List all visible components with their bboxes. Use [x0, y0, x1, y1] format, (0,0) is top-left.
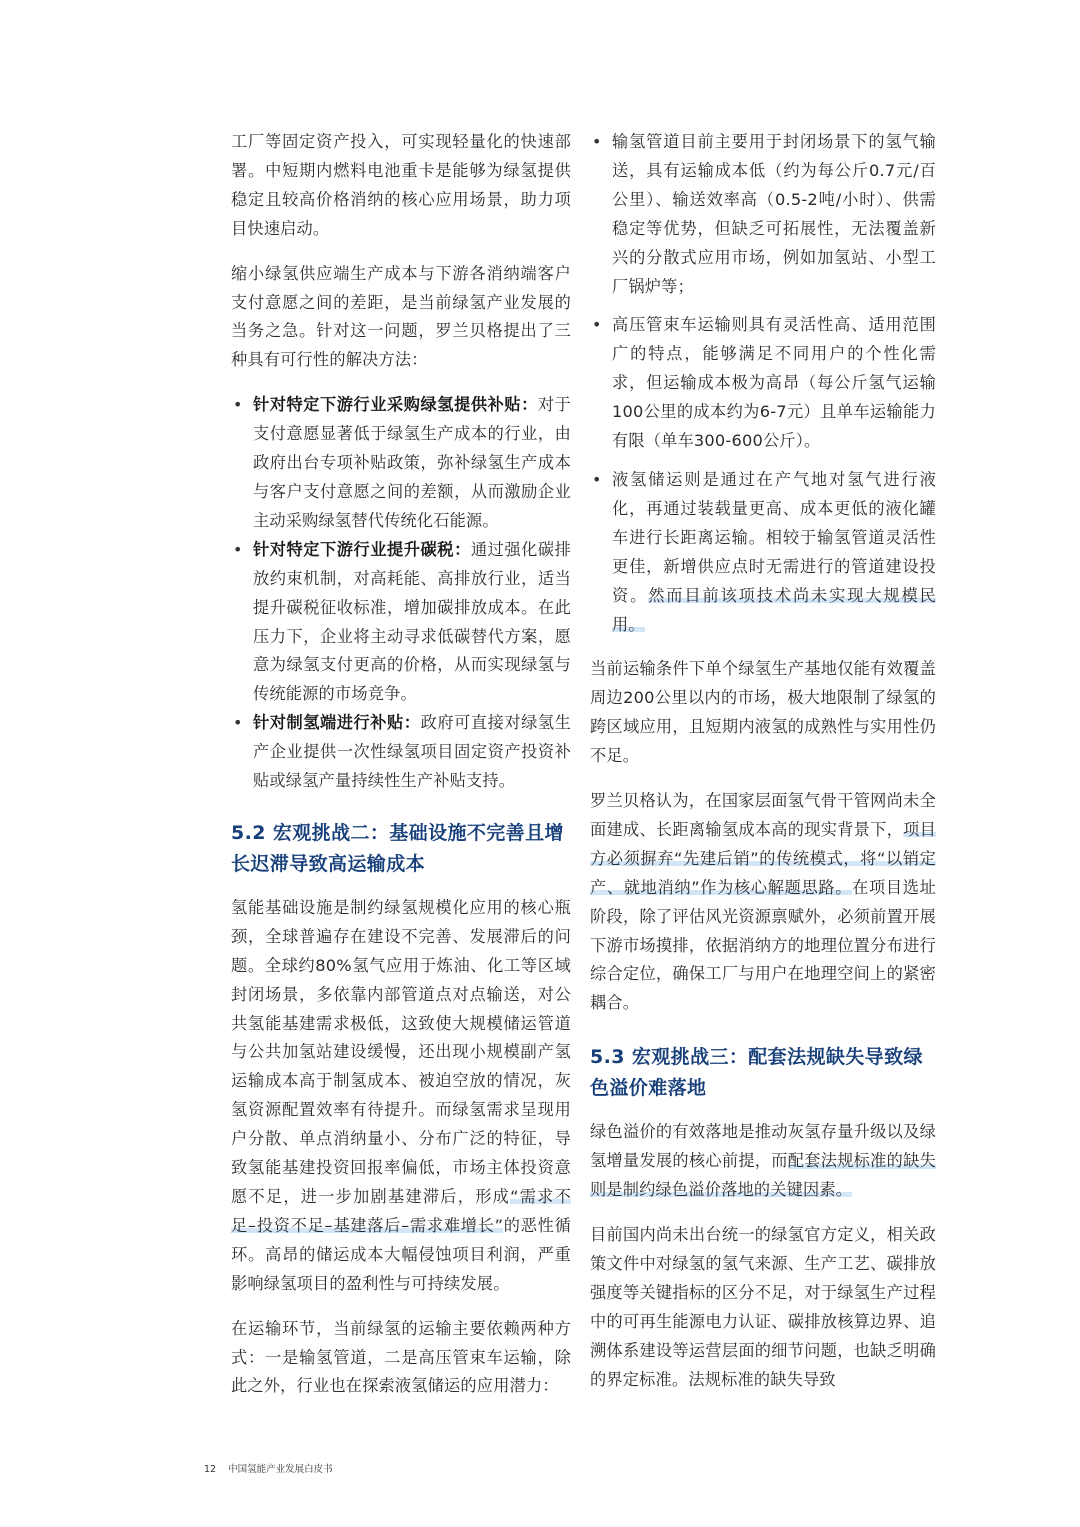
paragraph: 在运输环节，当前绿氢的运输主要依赖两种方式：一是输氢管道，二是高压管束车运输，除此之外，行业也在探索液氢储运的应用潜力： [231, 1318, 571, 1396]
bullet-text: 液氢储运则是通过在产气地对氢气进行液化，再通过装载量更高、成本更低的液化罐车进行长距离运输。相较于输氢管道灵活性更佳，新增供应点时无需进行的管道建设投资。 [612, 469, 936, 605]
bullet-item: • 输氢管道目前主要用于封闭场景下的氢气输送，具有运输成本低（约为每公斤0.7元/百公里）、输送效率高（0.5-2吨/小时）、供需稳定等优势，但缺乏可拓展性，无法覆盖新兴的分散式应用市场，例如加氢站、小型工厂锅炉等； [590, 128, 936, 301]
document-title: 中国氢能产业发展白皮书 [228, 1464, 333, 1475]
bullet-text: 对于支付意愿显著低于绿氢生产成本的行业，由政府出台专项补贴政策，弥补绿氢生产成本与客户支付意愿之间的差额，从而激励企业主动采购绿氢替代传统化石能源。 [253, 395, 571, 530]
paragraph: 目前国内尚未出台统一的绿氢官方定义，相关政策文件中对绿氢的氢气来源、生产工艺、碳排放强度等关键指标的区分不足，对于绿氢生产过程中的可再生能源电力认证、碳排放核算边界、追溯体系建设等运营层面的细节问题，也缺乏明确的界定标准。法规标准的缺失导致 [590, 1225, 936, 1389]
section-heading-5-3: 5.3 宏观挑战三：配套法规缺失导致绿色溢价难落地 [590, 1046, 923, 1100]
highlighted-text: 然而目前该项技术尚未实现大规模民用。 [612, 585, 937, 634]
page-number: 12 [204, 1464, 217, 1475]
bullet-lead: 针对特定下游行业采购绿氢提供补贴： [253, 395, 538, 415]
bullet-lead: 针对特定下游行业提升碳税： [253, 539, 471, 559]
bullet-item [231, 391, 571, 536]
text-run: 罗兰贝格认为，在国家层面氢气骨干管网尚未全面建成、长距离输氢成本高的现实背景下， [590, 791, 936, 839]
text-run: 的恶性循环。高昂的储运成本大幅侵蚀项目利润，严重影响绿氢项目的盈利性与可持续发展。 [231, 1215, 571, 1293]
paragraph: 工厂等固定资产投入，可实现轻量化的快速部署。中短期内燃料电池重卡是能够为绿氢提供稳定且较高价格消纳的核心应用场景，助力项目快速启动。 [231, 132, 571, 238]
bullet-item: • 高压管束车运输则具有灵活性高、适用范围广的特点，能够满足不同用户的个性化需求，但运输成本极为高昂（每公斤氢气运输100公里的成本约为6-7元）且单车运输能力有限（单车300-600公斤）。 [590, 311, 936, 456]
bullet-lead: 针对制氢端进行补贴： [253, 713, 421, 733]
highlighted-text: 项目方必须摒弃“先建后销”的传统模式，将“以销定产、就地消纳”作为核心解题思路。 [590, 819, 936, 897]
highlighted-text: “需求不足–投资不足–基建落后–需求难增长” [231, 1187, 572, 1235]
right-column [590, 128, 936, 1394]
bullet-item [231, 709, 571, 796]
paragraph: 缩小绿氢供应端生产成本与下游各消纳端客户支付意愿之间的差距，是当前绿氢产业发展的当务之急。针对这一问题，罗兰贝格提出了三种具有可行性的解决方法： [231, 263, 571, 370]
left-column [231, 128, 571, 1401]
text-run: 氢能基础设施是制约绿氢规模化应用的核心瓶颈，全球普遍存在建设不完善、发展滞后的问题。全球约80%氢气应用于炼油、化工等区域封闭场景，多依靠内部管道点对点输送，对公共氢能基建需求极低，这致使大规模储运管道与公共加氢站建设缓慢，还出现小规模副产氢运输成本高于制氢成本、被迫空放的情况，灰氢资源配置效率有待提升。而绿氢需求呈现用户分散、单点消纳量小、分布广泛的特征，导致氢能基建投资回报率偏低，市场主体投资意愿不足，进一步加剧基建滞后，形成 [231, 897, 571, 1206]
text-run: 在项目选址阶段，除了评估风光资源禀赋外，必须前置开展下游市场摸排，依据消纳方的地理位置分布进行综合定位，确保工厂与用户在地理空间上的紧密耦合。 [590, 877, 936, 1013]
text-run: 绿色溢价的有效落地是推动灰氢存量升级以及绿氢增量发展的核心前提，而 [590, 1122, 936, 1171]
bullet-item [231, 536, 571, 709]
section-heading-5-2: 5.2 宏观挑战二：基础设施不完善且增长迟滞导致高运输成本 [231, 821, 564, 875]
page-footer [204, 1461, 333, 1475]
paragraph [231, 894, 571, 1299]
highlighted-text: 配套法规标准的缺失则是制约绿色溢价落地的关键因素。 [590, 1151, 936, 1200]
paragraph [590, 787, 936, 1018]
paragraph: 当前运输条件下单个绿氢生产基地仅能有效覆盖周边200公里以内的市场，极大地限制了绿氢的跨区域应用，且短期内液氢的成熟性与实用性仍不足。 [590, 659, 936, 766]
bullet-item [590, 466, 936, 639]
paragraph [590, 1118, 936, 1205]
bullet-text: 政府可直接对绿氢生产企业提供一次性绿氢项目固定资产投资补贴或绿氢产量持续性生产补贴支持。 [253, 713, 571, 791]
bullet-text: 通过强化碳排放约束机制，对高耗能、高排放行业，适当提升碳税征收标准，增加碳排放成本。在此压力下，企业将主动寻求低碳替代方案，愿意为绿氢支付更高的价格，从而实现绿氢与传统能源的市场竞争。 [253, 539, 571, 704]
